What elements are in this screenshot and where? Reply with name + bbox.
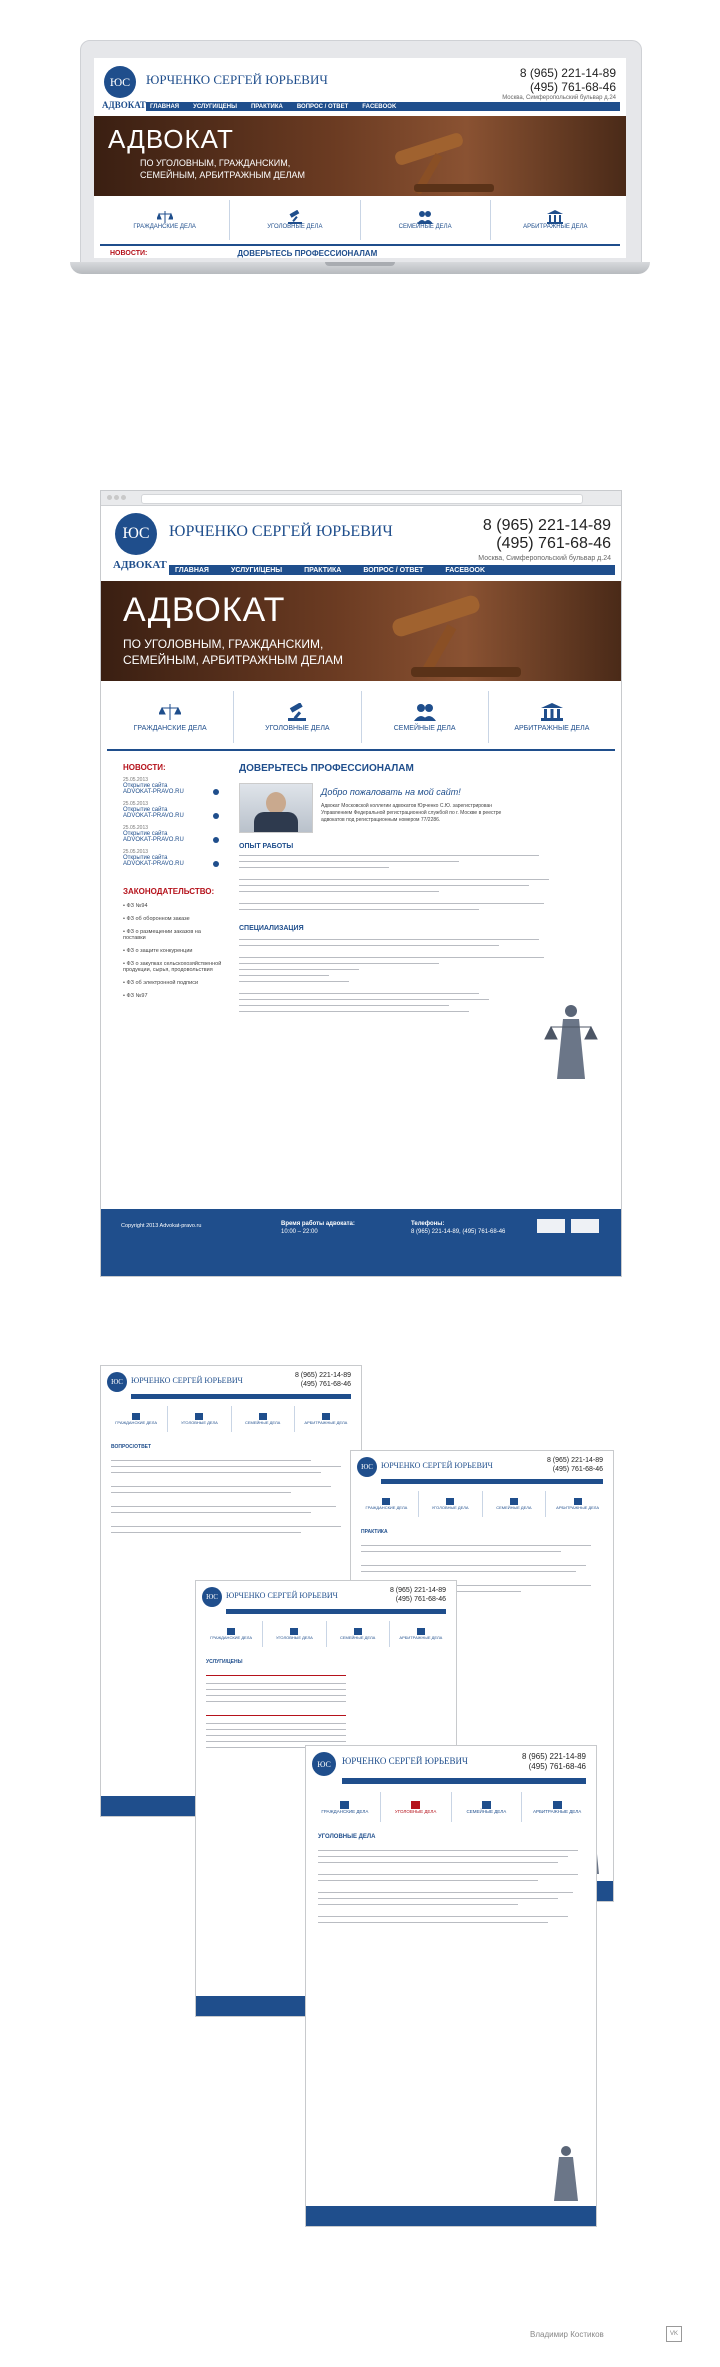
logo-word: АДВОКАТ [113, 559, 167, 571]
text-block [239, 937, 559, 1097]
news-date: 25.05.2013 [123, 825, 149, 831]
nav-bar [169, 565, 615, 575]
phone-1: 8 (965) 221-14-89 [546, 1457, 603, 1464]
category-family[interactable] [327, 1621, 390, 1647]
category-arbitration[interactable] [390, 1621, 452, 1647]
category-civil[interactable] [100, 200, 230, 240]
logo-circle: ЮС [357, 1457, 377, 1477]
category-label: АРБИТРАЖНЫЕ ДЕЛА [304, 1420, 348, 1425]
news-date: 25.05.2013 [123, 801, 149, 807]
category-label: ГРАЖДАНСКИЕ ДЕЛА [133, 224, 196, 230]
gavel-small-icon [287, 210, 303, 224]
category-label: СЕМЕЙНЫЕ ДЕЛА [393, 724, 456, 732]
laptop-notch [325, 262, 395, 266]
section-title: ВОПРОС/ОТВЕТ [111, 1444, 152, 1450]
news-text: Открытие сайта ADVOKAT-PRAVO.RU [123, 783, 184, 795]
phone-2: (495) 761-68-46 [496, 535, 611, 552]
text-block [239, 853, 559, 923]
scales-icon [157, 210, 173, 224]
section-title: УГОЛОВНЫЕ ДЕЛА [318, 1834, 376, 1840]
courthouse-icon [547, 210, 563, 224]
category-civil[interactable] [355, 1491, 419, 1517]
category-row [200, 1621, 452, 1647]
category-label: АРБИТРАЖНЫЕ ДЕЛА [523, 224, 588, 230]
news-text: Открытие сайта ADVOKAT-PRAVO.RU [123, 855, 184, 867]
category-civil[interactable] [105, 1406, 168, 1432]
category-label: УГОЛОВНЫЕ ДЕЛА [431, 1505, 469, 1510]
author-mark: VK [666, 2326, 682, 2342]
category-label: УГОЛОВНЫЕ ДЕЛА [275, 1635, 313, 1640]
arrow-icon[interactable] [213, 789, 219, 795]
category-row [105, 1406, 357, 1432]
category-label: УГОЛОВНЫЕ ДЕЛА [394, 1808, 437, 1814]
welcome-text: Добро пожаловать на мой сайт! [321, 787, 461, 797]
news-bar [100, 244, 620, 258]
divider [107, 749, 615, 751]
site-name: ЮРЧЕНКО СЕРГЕЙ ЮРЬЕВИЧ [131, 1376, 243, 1385]
logo-circle: ЮС [104, 66, 136, 98]
phone-2: (495) 761-68-46 [529, 80, 616, 94]
logo-circle: ЮС [107, 1372, 127, 1392]
phones: 8 (965) 221-14-89, (495) 761-68-46 [411, 1229, 506, 1235]
gavel-icon [354, 122, 504, 194]
category-label: СЕМЕЙНЫЕ ДЕЛА [496, 1505, 532, 1510]
law-item[interactable]: • ФЗ о защите конкуренции [123, 948, 193, 954]
category-label: АРБИТРАЖНЫЕ ДЕЛА [556, 1505, 600, 1510]
hero-title: АДВОКАТ [123, 591, 286, 629]
hero-banner [94, 116, 626, 196]
browser-chrome [101, 491, 621, 506]
nav-services[interactable]: УСЛУГИ/ЦЕНЫ [230, 566, 283, 574]
phone-2: (495) 761-68-46 [395, 1596, 446, 1603]
author-signature: Владимир Костиков [530, 2330, 604, 2339]
courthouse-icon [541, 703, 563, 721]
category-arbitration[interactable] [295, 1406, 357, 1432]
people-icon [417, 210, 433, 224]
portrait-photo [239, 783, 313, 833]
news-text: Открытие сайта ADVOKAT-PRAVO.RU [123, 831, 184, 843]
logo-word: АДВОКАТ [102, 100, 146, 110]
site-name: ЮРЧЕНКО СЕРГЕЙ ЮРЬЕВИЧ [169, 523, 393, 540]
category-family[interactable] [361, 200, 491, 240]
section-title: ПРАКТИКА [361, 1529, 388, 1535]
window-dots [107, 495, 127, 501]
experience-title: ОПЫТ РАБОТЫ [239, 843, 294, 850]
gavel-icon [341, 587, 541, 679]
laptop-mockup [70, 40, 650, 280]
nav-practice[interactable]: ПРАКТИКА [250, 103, 283, 110]
news-label: НОВОСТИ: [110, 249, 148, 257]
category-row [100, 200, 620, 240]
browser-window [100, 490, 622, 1277]
category-label: УГОЛОВНЫЕ ДЕЛА [267, 224, 323, 230]
phone-1: 8 (965) 221-14-89 [521, 1752, 586, 1761]
nav-practice[interactable]: ПРАКТИКА [304, 566, 342, 574]
law-item[interactable]: • ФЗ №97 [123, 993, 148, 999]
law-title: ЗАКОНОДАТЕЛЬСТВО: [123, 887, 215, 896]
footer [101, 1209, 621, 1276]
site-name: ЮРЧЕНКО СЕРГЕЙ ЮРЬЕВИЧ [381, 1461, 493, 1470]
hours-label: Время работы адвоката: [281, 1221, 355, 1227]
category-label: ГРАЖДАНСКИЕ ДЕЛА [365, 1505, 408, 1510]
trust-heading: ДОВЕРЬТЕСЬ ПРОФЕССИОНАЛАМ [239, 763, 414, 774]
intro-text: Адвокат Московской коллегии адвокатов Юрченко С.Ю. зарегистрирован Управлением Федеральной регистрационной службой по г. Москве в реестре адвокатов под регистрационным номером 77/2286. [321, 803, 502, 823]
news-date: 25.05.2013 [123, 777, 149, 783]
counter-badge [537, 1219, 565, 1233]
nav-qa[interactable]: ВОПРОС / ОТВЕТ [296, 103, 349, 110]
site-name: ЮРЧЕНКО СЕРГЕЙ ЮРЬЕВИЧ [226, 1591, 338, 1600]
category-criminal[interactable] [381, 1792, 452, 1822]
nav-home[interactable]: ГЛАВНАЯ [175, 566, 209, 574]
category-label: АРБИТРАЖНЫЕ ДЕЛА [514, 724, 590, 732]
phone-1: 8 (965) 221-14-89 [482, 517, 611, 534]
phone-1: 8 (965) 221-14-89 [294, 1372, 351, 1379]
category-row [355, 1491, 609, 1517]
hero-line-2: СЕМЕЙНЫМ, АРБИТРАЖНЫМ ДЕЛАМ [140, 170, 305, 180]
logo-circle: ЮС [312, 1752, 336, 1776]
address: Москва, Симферопольский бульвар д.24 [502, 95, 616, 101]
category-label: ГРАЖДАНСКИЕ ДЕЛА [321, 1808, 369, 1814]
phone-2: (495) 761-68-46 [300, 1381, 351, 1388]
category-label: ГРАЖДАНСКИЕ ДЕЛА [115, 1420, 157, 1425]
category-family[interactable] [483, 1491, 547, 1517]
logo-circle: ЮС [202, 1587, 222, 1607]
category-label: АРБИТРАЖНЫЕ ДЕЛА [399, 1635, 443, 1640]
themis-statue-icon [541, 997, 601, 1087]
category-criminal[interactable] [168, 1406, 231, 1432]
phone-2: (495) 761-68-46 [552, 1466, 603, 1473]
phones-label: Телефоны: [411, 1221, 445, 1227]
category-label: СЕМЕЙНЫЕ ДЕЛА [339, 1635, 376, 1640]
news-label: НОВОСТИ: [123, 763, 166, 772]
nav-facebook[interactable]: FACEBOOK [362, 103, 397, 110]
section-title: УСЛУГИ/ЦЕНЫ [206, 1659, 243, 1665]
law-item[interactable]: • ФЗ о размещении заказов на поставки [123, 929, 201, 941]
category-criminal[interactable] [230, 200, 360, 240]
category-label: АРБИТРАЖНЫЕ ДЕЛА [532, 1808, 582, 1814]
site-name: ЮРЧЕНКО СЕРГЕЙ ЮРЬЕВИЧ [146, 72, 328, 87]
hero-line-1: ПО УГОЛОВНЫМ, ГРАЖДАНСКИМ, [140, 158, 291, 168]
category-label: ГРАЖДАНСКИЕ ДЕЛА [210, 1635, 252, 1640]
site-name: ЮРЧЕНКО СЕРГЕЙ ЮРЬЕВИЧ [342, 1756, 468, 1766]
law-item[interactable]: • ФЗ об оборонном заказе [123, 916, 190, 922]
nav-bar [146, 102, 620, 111]
category-label: ГРАЖДАНСКИЕ ДЕЛА [133, 724, 207, 732]
address: Москва, Симферопольский бульвар д.24 [478, 555, 611, 562]
text-block [318, 1846, 584, 2166]
scales-icon [159, 703, 181, 721]
hero-banner [101, 581, 621, 681]
category-criminal[interactable] [263, 1621, 326, 1647]
footer [306, 2206, 596, 2226]
phone-1: 8 (965) 221-14-89 [519, 66, 616, 80]
category-label: СЕМЕЙНЫЕ ДЕЛА [398, 224, 452, 230]
category-arbitration[interactable] [522, 1792, 592, 1822]
category-civil[interactable] [200, 1621, 263, 1647]
category-civil[interactable] [107, 691, 234, 743]
hero-line-1: ПО УГОЛОВНЫМ, ГРАЖДАНСКИМ, [123, 637, 324, 651]
counter-badge [571, 1219, 599, 1233]
category-arbitration[interactable] [489, 691, 615, 743]
category-arbitration[interactable] [491, 200, 620, 240]
themis-statue-icon [546, 2142, 586, 2204]
category-arbitration[interactable] [546, 1491, 609, 1517]
nav-bar [342, 1778, 586, 1784]
specialization-title: СПЕЦИАЛИЗАЦИЯ [239, 925, 304, 932]
category-label: СЕМЕЙНЫЕ ДЕЛА [466, 1808, 507, 1814]
inner-page-criminal [305, 1745, 597, 2227]
news-item[interactable] [123, 801, 213, 819]
news-list [123, 777, 213, 873]
trust-heading: ДОВЕРЬТЕСЬ ПРОФЕССИОНАЛАМ [237, 248, 378, 258]
category-label: УГОЛОВНЫЕ ДЕЛА [180, 1420, 218, 1425]
address-bar[interactable] [141, 494, 583, 504]
arrow-icon[interactable] [213, 813, 219, 819]
category-family[interactable] [232, 1406, 295, 1432]
law-item[interactable]: • ФЗ о закупках сельскохозяйственной продукции, сырья, продовольствия [123, 961, 222, 973]
nav-bar [131, 1394, 351, 1399]
nav-bar [226, 1609, 446, 1614]
category-family[interactable] [452, 1792, 523, 1822]
law-list [123, 903, 223, 1006]
nav-services[interactable]: УСЛУГИ/ЦЕНЫ [193, 103, 237, 110]
category-label: УГОЛОВНЫЕ ДЕЛА [265, 724, 330, 732]
law-item[interactable]: • ФЗ об электронной подписи [123, 980, 199, 986]
category-label: СЕМЕЙНЫЕ ДЕЛА [244, 1420, 281, 1425]
arrow-icon[interactable] [213, 861, 219, 867]
phone-1: 8 (965) 221-14-89 [389, 1587, 446, 1594]
nav-facebook[interactable]: FACEBOOK [445, 566, 486, 574]
nav-home[interactable]: ГЛАВНАЯ [150, 103, 180, 110]
nav-qa[interactable]: ВОПРОС / ОТВЕТ [363, 566, 424, 574]
phone-2: (495) 761-68-46 [528, 1762, 586, 1771]
news-item[interactable] [123, 825, 213, 843]
category-row [310, 1792, 592, 1822]
hours: 10:00 – 22:00 [281, 1229, 318, 1235]
hero-title: АДВОКАТ [108, 124, 234, 154]
category-family[interactable] [362, 691, 489, 743]
copyright: Copyright 2013 Advokat-pravo.ru [121, 1223, 202, 1229]
category-civil[interactable] [310, 1792, 381, 1822]
law-item[interactable]: • ФЗ №94 [123, 903, 148, 909]
news-item[interactable] [123, 849, 213, 867]
news-text: Открытие сайта ADVOKAT-PRAVO.RU [123, 807, 184, 819]
nav-bar [381, 1479, 603, 1484]
category-row [107, 691, 615, 743]
logo-circle: ЮС [115, 513, 157, 555]
people-icon [414, 703, 436, 721]
gavel-small-icon [286, 703, 308, 721]
news-date: 25.05.2013 [123, 849, 149, 855]
hero-line-2: СЕМЕЙНЫМ, АРБИТРАЖНЫМ ДЕЛАМ [123, 653, 343, 667]
category-criminal[interactable] [419, 1491, 483, 1517]
news-item[interactable] [123, 777, 213, 795]
category-criminal[interactable] [234, 691, 361, 743]
arrow-icon[interactable] [213, 837, 219, 843]
laptop-screen [94, 58, 626, 258]
